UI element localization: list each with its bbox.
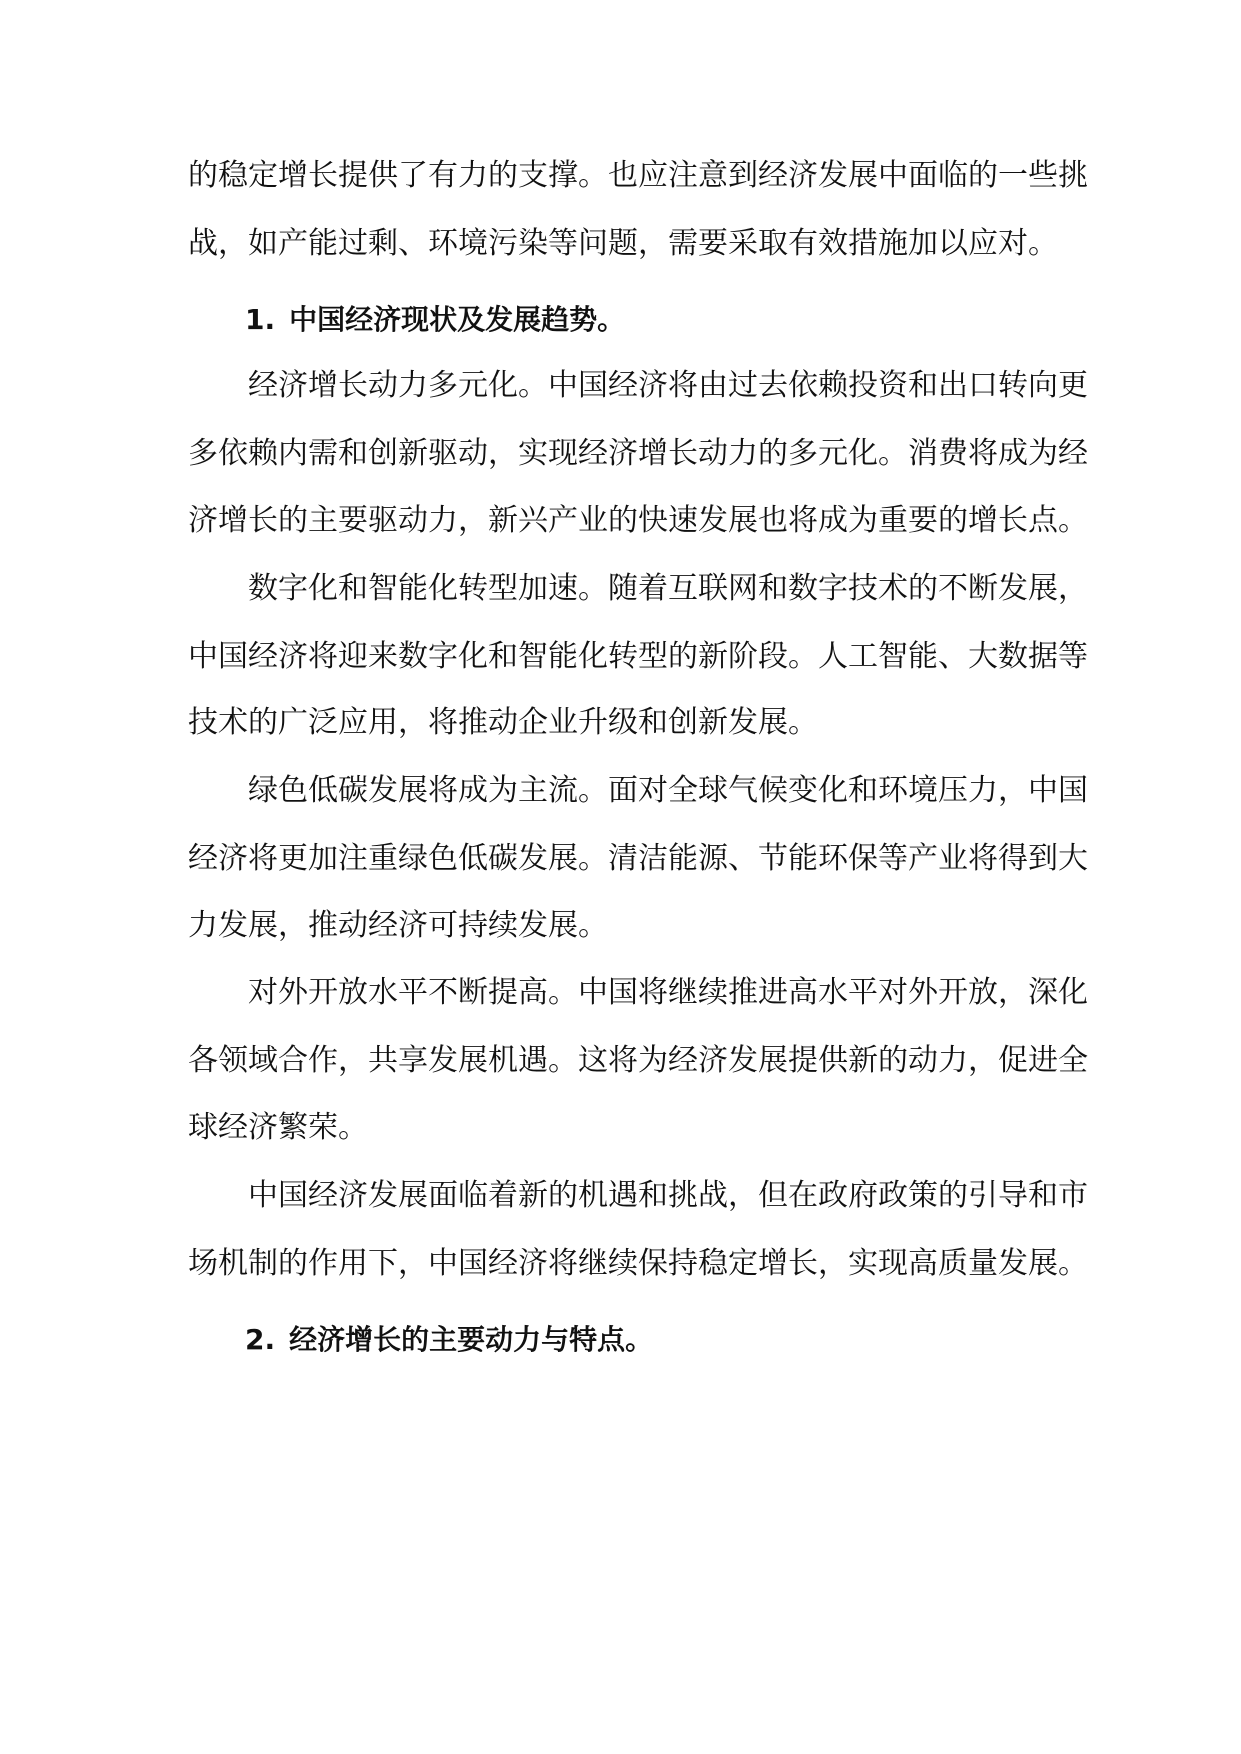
text-line: 多依赖内需和创新驱动，实现经济增长动力的多元化。消费将成为经 (188, 436, 1088, 471)
text-line: 球经济繁荣。 (188, 1110, 368, 1145)
text-line: 经济增长动力多元化。中国经济将由过去依赖投资和出口转向更 (248, 368, 1088, 403)
text-line: 对外开放水平不断提高。中国将继续推进高水平对外开放，深化 (248, 975, 1088, 1010)
text-line: 力发展，推动经济可持续发展。 (188, 908, 608, 943)
text-line: 场机制的作用下，中国经济将继续保持稳定增长，实现高质量发展。 (188, 1246, 1088, 1281)
text-line: 战，如产能过剩、环境污染等问题，需要采取有效措施加以应对。 (188, 226, 1058, 261)
text-line: 中国经济发展面临着新的机遇和挑战，但在政府政策的引导和市 (248, 1178, 1088, 1213)
text-line: 绿色低碳发展将成为主流。面对全球气候变化和环境压力，中国 (248, 773, 1088, 808)
text-line: 数字化和智能化转型加速。随着互联网和数字技术的不断发展， (248, 571, 1088, 606)
section-heading-2 (245, 1320, 653, 1360)
text-line: 中国经济将迎来数字化和智能化转型的新阶段。人工智能、大数据等 (188, 639, 1088, 674)
text-line: 技术的广泛应用，将推动企业升级和创新发展。 (188, 705, 818, 740)
section-title: 中国经济现状及发展趋势。 (289, 303, 626, 336)
text-line: 各领域合作，共享发展机遇。这将为经济发展提供新的动力，促进全 (188, 1043, 1088, 1078)
section-title: 经济增长的主要动力与特点。 (289, 1323, 654, 1356)
text-line: 经济将更加注重绿色低碳发展。清洁能源、节能环保等产业将得到大 (188, 841, 1088, 876)
section-number: 2. (245, 1323, 276, 1356)
section-heading-1 (245, 300, 625, 340)
text-line: 的稳定增长提供了有力的支撑。也应注意到经济发展中面临的一些挑 (188, 158, 1088, 193)
text-line: 济增长的主要驱动力，新兴产业的快速发展也将成为重要的增长点。 (188, 503, 1088, 538)
section-number: 1. (245, 303, 276, 336)
